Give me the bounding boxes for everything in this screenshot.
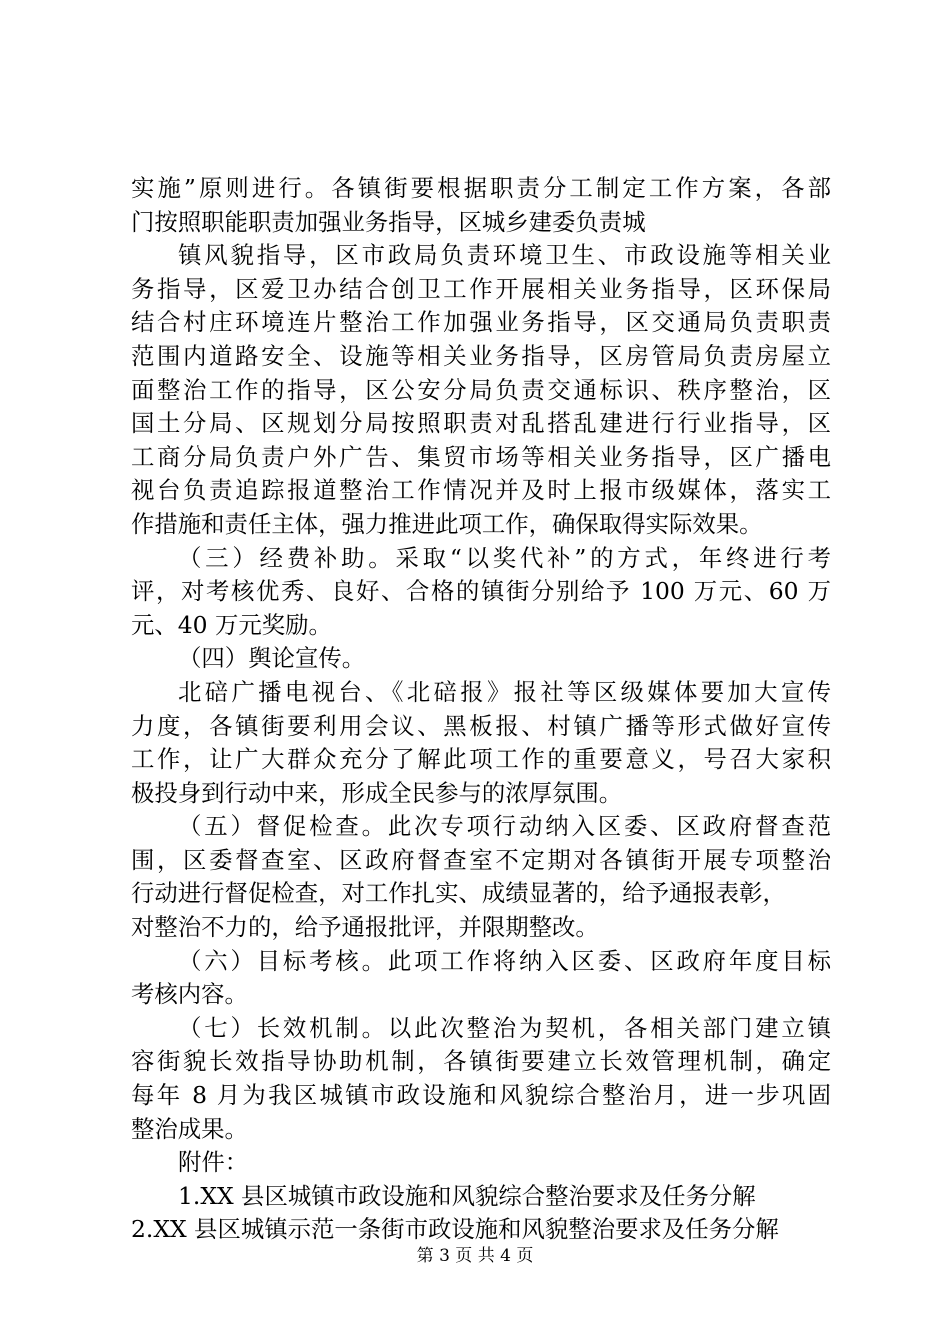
text-line: 力度，各镇街要利用会议、黑板报、村镇广播等形式做好宣传: [131, 711, 831, 740]
attachment-item: 1.XX 县区城镇市政设施和风貌综合整治要求及任务分解: [178, 1181, 756, 1210]
text-line: 考核内容。: [131, 980, 248, 1009]
text-line: 对整治不力的，给予通报批评，并限期整改。: [131, 913, 599, 942]
text-line: 镇风貌指导，区市政局负责环境卫生、市政设施等相关业: [178, 241, 831, 270]
text-line: 工商分局负责户外广告、集贸市场等相关业务指导，区广播电: [131, 442, 831, 471]
text-line: 围，区委督查室、区政府督查室不定期对各镇街开展专项整治: [131, 845, 831, 874]
text-line: （七）长效机制。以此次整治为契机，各相关部门建立镇: [178, 1013, 831, 1042]
text-line: （三）经费补助。采取“以奖代补”的方式，年终进行考: [178, 543, 831, 572]
text-line: 务指导，区爱卫办结合创卫工作开展相关业务指导，区环保局: [131, 274, 831, 303]
text-line: 门按照职能职责加强业务指导，区城乡建委负责城: [131, 207, 646, 236]
attachment-item: 2.XX 县区城镇示范一条街市政设施和风貌整治要求及任务分解: [131, 1215, 779, 1244]
text-line: 工作，让广大群众充分了解此项工作的重要意义，号召大家积: [131, 745, 831, 774]
text-line: 评，对考核优秀、良好、合格的镇街分别给予 100 万元、60 万: [131, 577, 831, 606]
text-line: 面整治工作的指导，区公安分局负责交通标识、秩序整治，区: [131, 375, 831, 404]
text-line: 元、40 万元奖励。: [131, 610, 332, 639]
text-line: 实施”原则进行。各镇街要根据职责分工制定工作方案，各部: [131, 174, 831, 202]
text-line: 视台负责追踪报道整治工作情况并及时上报市级媒体，落实工: [131, 476, 831, 505]
text-line: 结合村庄环境连片整治工作加强业务指导，区交通局负责职责: [131, 308, 831, 337]
text-line: 容街貌长效指导协助机制，各镇街要建立长效管理机制，确定: [131, 1047, 831, 1076]
document-body: [131, 172, 831, 1247]
text-line: 国土分局、区规划分局按照职责对乱搭乱建进行行业指导，区: [131, 409, 831, 438]
text-line: 整治成果。: [131, 1114, 248, 1143]
text-line: （六）目标考核。此项工作将纳入区委、区政府年度目标: [178, 946, 831, 975]
text-line: （五）督促检查。此次专项行动纳入区委、区政府督查范: [178, 812, 831, 841]
text-line: 行动进行督促检查，对工作扎实、成绩显著的，给予通报表彰，: [131, 879, 786, 908]
section-heading: （四）舆论宣传。: [178, 644, 366, 673]
text-line: 北碚广播电视台、《北碚报》报社等区级媒体要加大宣传: [178, 677, 831, 706]
text-line: 范围内道路安全、设施等相关业务指导，区房管局负责房屋立: [131, 341, 831, 370]
text-line: 极投身到行动中来，形成全民参与的浓厚氛围。: [131, 778, 623, 807]
attachments-label: 附件：: [178, 1148, 249, 1177]
page-footer: 第 3 页 共 4 页: [416, 1246, 534, 1266]
text-line: 作措施和责任主体，强力推进此项工作，确保取得实际效果。: [131, 509, 763, 538]
text-line: 每年 8 月为我区城镇市政设施和风貌综合整治月，进一步巩固: [131, 1081, 831, 1110]
